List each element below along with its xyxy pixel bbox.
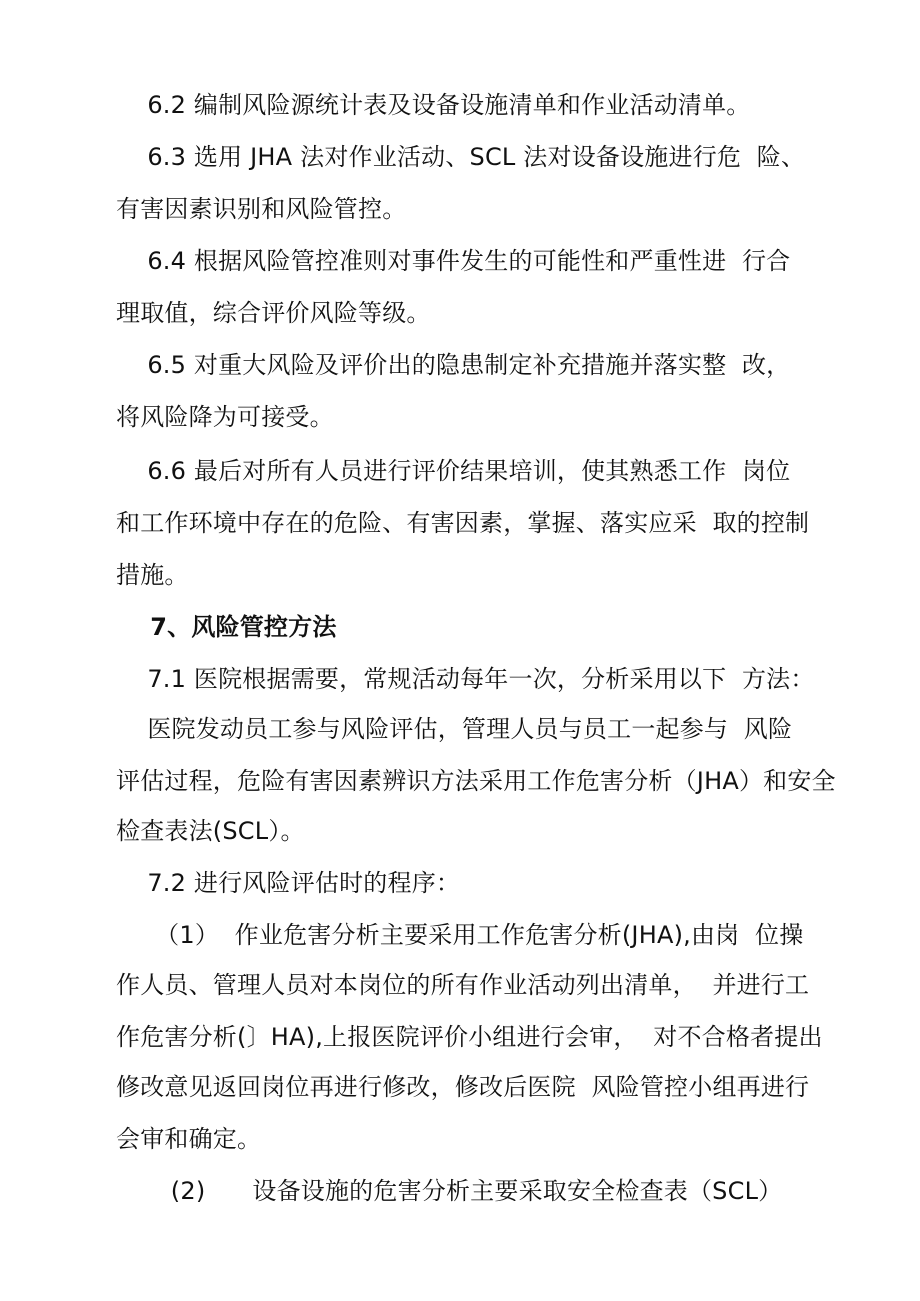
text-line: (2) 设备设施的危害分析主要采取安全检查表（SCL） [116,1177,783,1205]
text-line: 6.6 最后对所有人员进行评价结果培训，使其熟悉工作 岗位 [116,457,791,485]
text-line: 6.5 对重大风险及评价出的隐患制定补充措施并落实整 改， [116,351,791,379]
text-line: 作人员、管理人员对本岗位的所有作业活动列出清单， 并进行工 [116,971,810,999]
text-line: 评估过程，危险有害因素辨识方法采用工作危害分析（JHA）和安全 [116,767,836,795]
text-line: 将风险降为可接受。 [116,403,334,431]
text-line: 7.1 医院根据需要，常规活动每年一次，分析采用以下 方法： [116,665,815,693]
text-line: 7.2 进行风险评估时的程序： [116,869,461,897]
text-line: 6.2 编制风险源统计表及设备设施清单和作业活动清单。 [116,91,751,119]
text-line: 修改意见返回岗位再进行修改，修改后医院 风险管控小组再进行 [116,1073,810,1101]
section-heading: 7、风险管控方法 [116,613,337,641]
text-line: 6.3 选用 JHA 法对作业活动、SCL 法对设备设施进行危 险、 [116,143,806,171]
text-line: 作危害分析(〕HA),上报医院评价小组进行会审， 对不合格者提出 [116,1023,823,1051]
text-line: 会审和确定。 [116,1125,262,1153]
text-line: 医院发动员工参与风险评估，管理人员与员工一起参与 风险 [116,715,793,743]
text-line: （1） 作业危害分析主要采用工作危害分析(JHA),由岗 位操 [116,921,804,949]
text-line: 措施。 [116,561,189,589]
text-line: 理取值，综合评价风险等级。 [116,299,431,327]
text-line: 有害因素识别和风险管控。 [116,195,407,223]
text-line: 检查表法(SCL）。 [116,817,305,845]
text-line: 6.4 根据风险管控准则对事件发生的可能性和严重性进 行合 [116,247,791,275]
text-line: 和工作环境中存在的危险、有害因素，掌握、落实应采 取的控制 [116,509,810,537]
